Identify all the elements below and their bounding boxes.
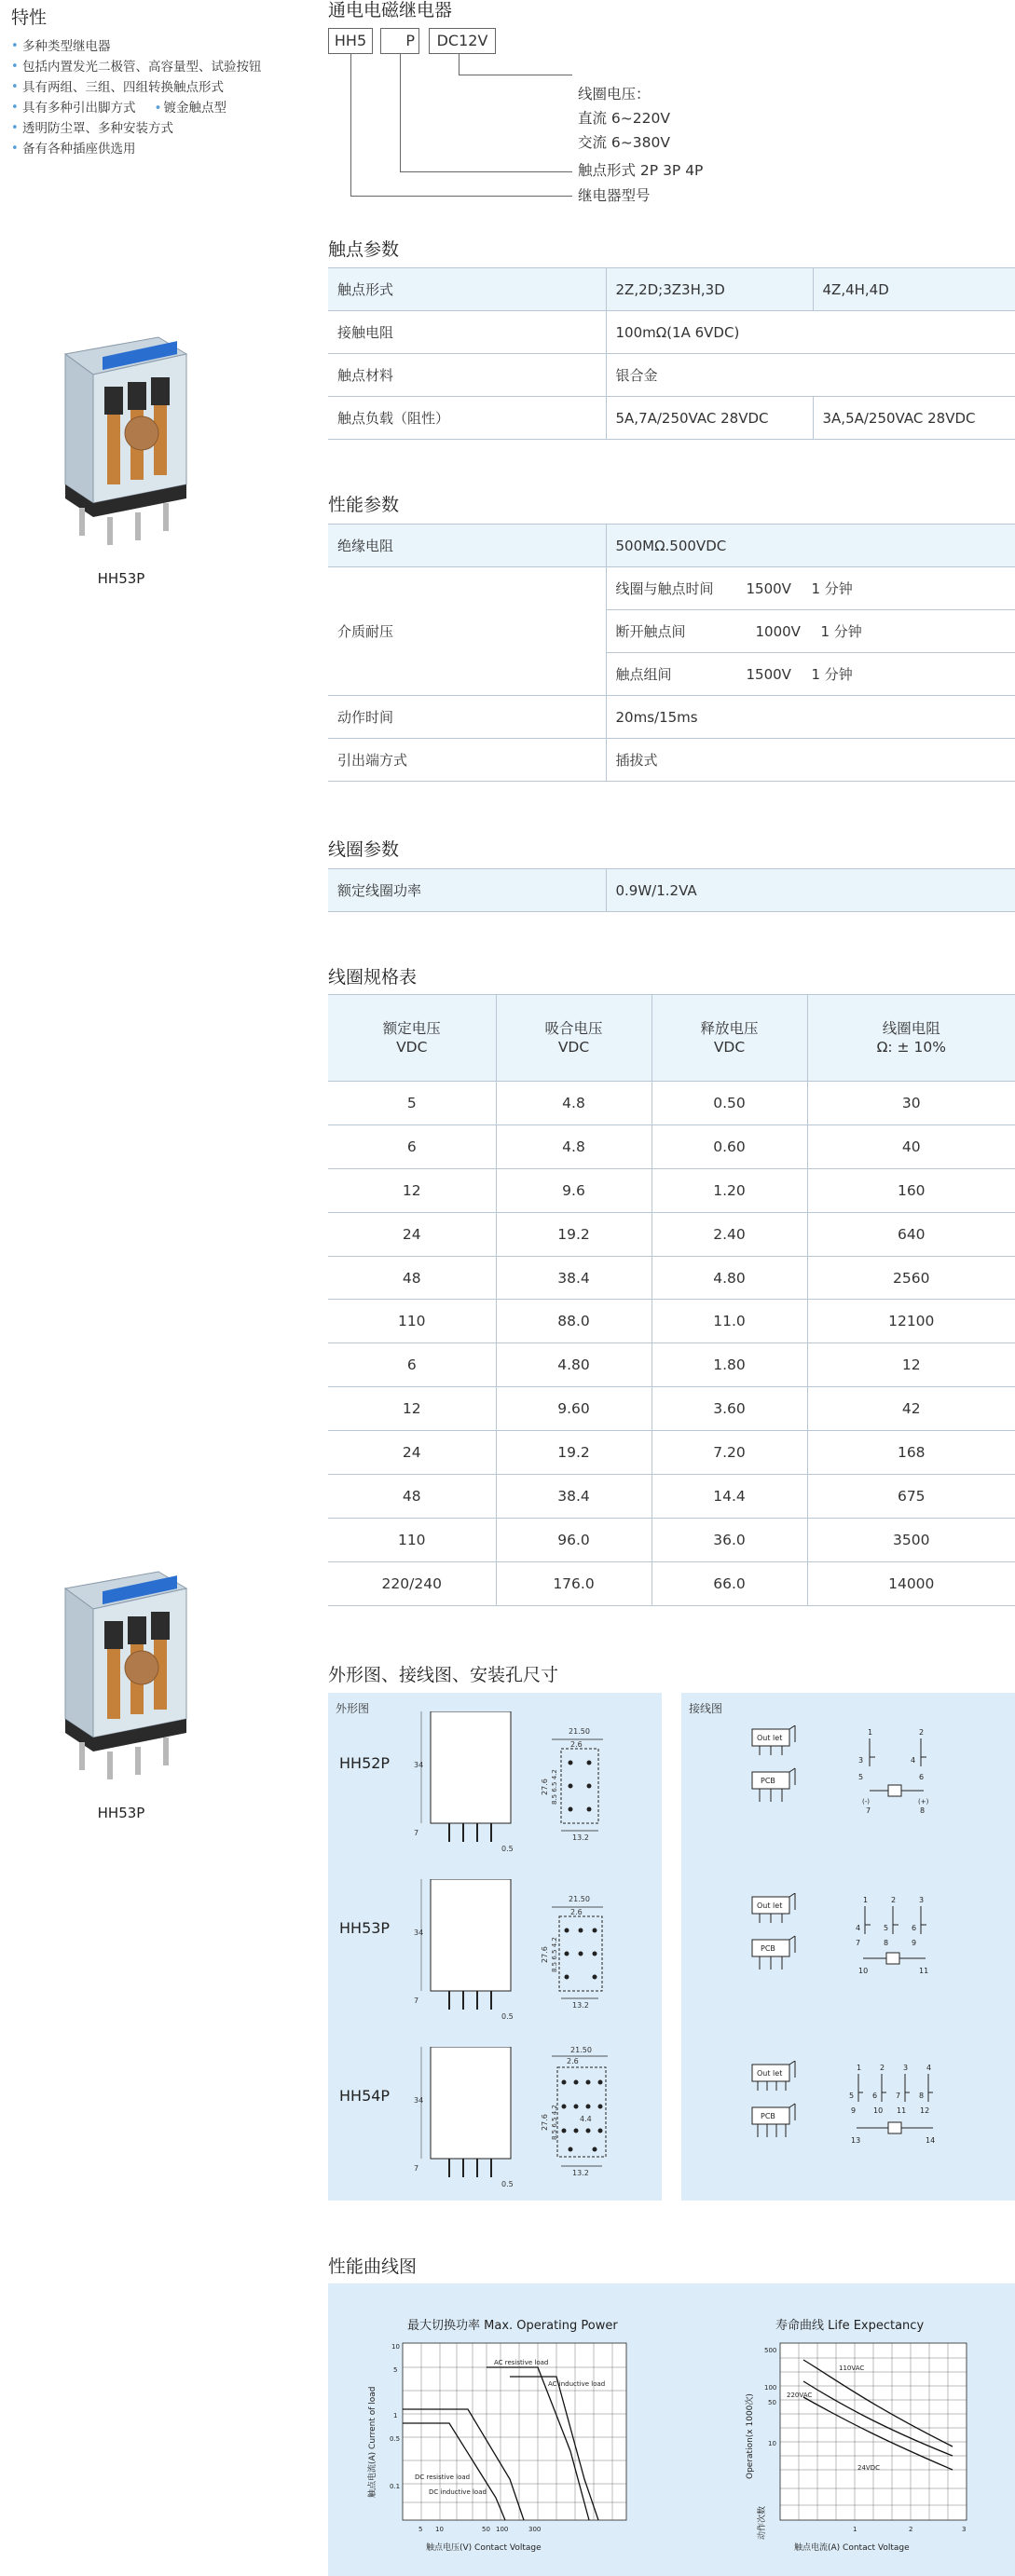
svg-text:12: 12 xyxy=(920,2106,930,2115)
svg-text:13: 13 xyxy=(851,2136,861,2145)
svg-text:3: 3 xyxy=(919,1896,925,1904)
svg-text:9: 9 xyxy=(912,1939,917,1947)
outline-drawing xyxy=(412,2047,654,2201)
model-code-title: 通电电磁继电器 xyxy=(328,0,453,20)
tick-label: 100 xyxy=(764,2384,777,2392)
label-contact-form: 触点形式 2P 3P 4P xyxy=(578,162,704,179)
table-row: 绝缘电阻 500MΩ.500VDC xyxy=(328,525,1015,567)
table-row: 引出端方式 插拔式 xyxy=(328,739,1015,782)
svg-text:21.50: 21.50 xyxy=(570,2047,592,2054)
svg-text:0.5: 0.5 xyxy=(501,2012,514,2021)
tick-label: 10 xyxy=(768,2440,776,2447)
coil-params-table xyxy=(328,868,1015,912)
table-row: 6 4.80 1.80 12 xyxy=(328,1343,1015,1387)
svg-text:1: 1 xyxy=(863,1896,869,1904)
max-power-chart xyxy=(347,2339,664,2572)
svg-text:3: 3 xyxy=(858,1756,864,1765)
svg-text:7: 7 xyxy=(414,1997,419,2005)
relay-image xyxy=(37,1551,205,1793)
model-name: HH52P xyxy=(339,1754,391,1772)
product-figure xyxy=(37,1551,205,1821)
table-row: 48 38.4 14.4 675 xyxy=(328,1475,1015,1519)
wiring-diagram xyxy=(747,1725,998,1837)
svg-text:5: 5 xyxy=(884,1924,889,1932)
tick-label: 300 xyxy=(528,2526,542,2533)
chart-title: 最大切换功率 Max. Operating Power xyxy=(407,2319,618,2333)
svg-text:2.6: 2.6 xyxy=(570,1740,583,1749)
svg-text:8.5 6.5 4.2: 8.5 6.5 4.2 xyxy=(551,1769,558,1805)
svg-text:13.2: 13.2 xyxy=(572,2169,589,2177)
svg-text:Out let: Out let xyxy=(757,2069,783,2078)
svg-text:34: 34 xyxy=(414,2096,424,2105)
contact-params-table xyxy=(328,267,1015,440)
model-box: HH5 xyxy=(328,28,373,54)
label-ac-range: 交流 6~380V xyxy=(578,134,670,151)
coil-spec-title: 线圈规格表 xyxy=(328,967,418,988)
table-row: 48 38.4 4.80 2560 xyxy=(328,1256,1015,1300)
product-figure xyxy=(37,317,205,587)
table-row: 220/240 176.0 66.0 14000 xyxy=(328,1561,1015,1605)
x-axis-label: 触点电流(A) Contact Voltage xyxy=(794,2543,910,2553)
svg-text:8: 8 xyxy=(884,1939,889,1947)
column-header: 额定电压 VDC xyxy=(328,995,496,1082)
svg-text:7: 7 xyxy=(414,2164,419,2173)
svg-text:4: 4 xyxy=(911,1756,916,1765)
y-axis-label: 触点电流(A) Current of load xyxy=(368,2386,377,2498)
relay-image xyxy=(37,317,205,559)
svg-text:Out let: Out let xyxy=(757,1901,783,1910)
svg-text:27.6: 27.6 xyxy=(541,1779,549,1795)
svg-text:5: 5 xyxy=(858,1773,864,1781)
coil-params-title: 线圈参数 xyxy=(328,839,400,860)
curves-title: 性能曲线图 xyxy=(328,2256,418,2277)
svg-text:8: 8 xyxy=(919,2092,925,2100)
tick-label: 50 xyxy=(482,2526,490,2533)
tick-label: 0.5 xyxy=(390,2435,401,2443)
svg-text:8.5 6.5 4.2: 8.5 6.5 4.2 xyxy=(551,1937,558,1972)
svg-text:6: 6 xyxy=(912,1924,917,1932)
svg-text:27.6: 27.6 xyxy=(541,1946,549,1963)
model-box: P xyxy=(380,28,419,54)
table-row: 介质耐压 线圈与触点时间 1500V 1 分钟 xyxy=(328,567,1015,610)
connector-line xyxy=(400,171,572,172)
model-box: DC12V xyxy=(429,28,496,54)
x-axis-label: 触点电压(V) Contact Voltage xyxy=(426,2543,542,2553)
svg-text:8: 8 xyxy=(920,1806,926,1815)
label-dc-range: 直流 6~220V xyxy=(578,110,670,127)
svg-text:PCB: PCB xyxy=(761,1944,775,1953)
table-row: 触点组间 1500V 1 分钟 xyxy=(328,653,1015,696)
svg-text:2: 2 xyxy=(880,2064,885,2072)
svg-text:9: 9 xyxy=(851,2106,857,2115)
svg-text:8.5 6.5 4.2: 8.5 6.5 4.2 xyxy=(551,2105,558,2140)
column-header: 线圈电阻 Ω: ± 10% xyxy=(807,995,1015,1082)
svg-text:4: 4 xyxy=(926,2064,932,2072)
svg-text:14: 14 xyxy=(926,2136,936,2145)
tick-label: 1 xyxy=(853,2526,857,2533)
y-axis-label: Operation(x 1000次) xyxy=(746,2393,755,2479)
svg-text:6: 6 xyxy=(872,2092,878,2100)
table-row: 触点负载（阻性） 5A,7A/250VAC 28VDC 3A,5A/250VAC 28VDC xyxy=(328,397,1015,440)
outline-label: 外形图 xyxy=(336,1702,370,1715)
svg-text:2: 2 xyxy=(919,1728,925,1737)
table-row: 12 9.60 3.60 42 xyxy=(328,1387,1015,1431)
tick-label: 50 xyxy=(768,2399,776,2406)
svg-text:13.2: 13.2 xyxy=(572,1833,589,1842)
features-column xyxy=(11,0,309,159)
series-label: 220VAC xyxy=(787,2392,813,2399)
table-row: 110 88.0 11.0 12100 xyxy=(328,1300,1015,1343)
wiring-diagram xyxy=(747,1893,998,2005)
feature-item: • 具有多种引出脚方式• 镀金触点型 xyxy=(11,98,309,118)
label-coil-voltage: 线圈电压： xyxy=(578,86,651,102)
svg-text:0.5: 0.5 xyxy=(501,1845,514,1853)
svg-text:2.6: 2.6 xyxy=(567,2057,579,2065)
svg-text:10: 10 xyxy=(873,2106,884,2115)
svg-text:PCB: PCB xyxy=(761,2112,775,2120)
feature-item: • 包括内置发光二极管、高容量型、试验按钮 xyxy=(11,57,309,77)
table-row: 110 96.0 36.0 3500 xyxy=(328,1518,1015,1561)
table-row: 额定线圈功率 0.9W/1.2VA xyxy=(328,869,1015,912)
series-label: AC resistive load xyxy=(494,2359,549,2366)
column-header: 吸合电压 VDC xyxy=(496,995,652,1082)
wiring-diagram xyxy=(747,2061,998,2182)
drawings-title: 外形图、接线图、安装孔尺寸 xyxy=(328,1665,559,1685)
curves-panel xyxy=(328,2283,1015,2576)
outline-drawing-panel xyxy=(328,1693,662,2201)
svg-text:1: 1 xyxy=(868,1728,873,1737)
tick-label: 5 xyxy=(393,2366,398,2374)
svg-text:PCB: PCB xyxy=(761,1777,775,1785)
table-row: 6 4.8 0.60 40 xyxy=(328,1124,1015,1168)
svg-text:2.6: 2.6 xyxy=(570,1908,583,1916)
label-relay-model: 继电器型号 xyxy=(578,187,651,204)
table-row: 24 19.2 7.20 168 xyxy=(328,1431,1015,1475)
svg-text:0.5: 0.5 xyxy=(501,2180,514,2188)
tick-label: 5 xyxy=(418,2526,423,2533)
table-row: 动作时间 20ms/15ms xyxy=(328,696,1015,739)
svg-text:4.4: 4.4 xyxy=(580,2115,592,2123)
feature-item: • 多种类型继电器 xyxy=(11,36,309,57)
svg-text:5: 5 xyxy=(849,2092,855,2100)
svg-text:7: 7 xyxy=(866,1806,871,1815)
model-name: HH54P xyxy=(339,2087,391,2105)
model-code-section xyxy=(328,0,1015,204)
table-header-row xyxy=(328,995,1015,1082)
svg-text:6: 6 xyxy=(919,1773,925,1781)
tick-label: 100 xyxy=(496,2526,509,2533)
svg-text:2: 2 xyxy=(891,1896,897,1904)
series-label: DC inductive load xyxy=(429,2488,487,2496)
svg-text:11: 11 xyxy=(919,1967,929,1975)
table-row: 12 9.6 1.20 160 xyxy=(328,1168,1015,1212)
tick-label: 2 xyxy=(909,2526,913,2533)
features-title: 特性 xyxy=(11,7,48,28)
table-row: 断开触点间 1000V 1 分钟 xyxy=(328,610,1015,653)
features-list xyxy=(11,36,309,159)
svg-text:13.2: 13.2 xyxy=(572,2001,589,2010)
life-expectancy-chart xyxy=(682,2339,1008,2572)
svg-text:3: 3 xyxy=(903,2064,909,2072)
svg-text:10: 10 xyxy=(858,1967,869,1975)
coil-spec-table xyxy=(328,994,1015,1606)
table-row: 接触电阻 100mΩ(1A 6VDC) xyxy=(328,311,1015,354)
tick-label: 1 xyxy=(393,2412,398,2419)
svg-text:34: 34 xyxy=(414,1929,424,1937)
series-label: DC resistive load xyxy=(415,2474,471,2481)
perf-params-title: 性能参数 xyxy=(328,495,400,515)
model-code-diagram xyxy=(328,20,1015,204)
series-label: AC inductive load xyxy=(548,2380,606,2388)
svg-text:(-): (-) xyxy=(862,1798,870,1806)
perf-params-table xyxy=(328,524,1015,782)
svg-text:27.6: 27.6 xyxy=(541,2114,549,2131)
connector-line xyxy=(350,54,351,196)
svg-text:21.50: 21.50 xyxy=(569,1727,590,1736)
svg-text:34: 34 xyxy=(414,1761,424,1769)
feature-item-extra: • 镀金触点型 xyxy=(155,101,227,116)
svg-text:11: 11 xyxy=(897,2106,907,2115)
model-name: HH53P xyxy=(339,1919,391,1937)
svg-text:Out let: Out let xyxy=(757,1734,783,1742)
y-axis-label: 动作次数 xyxy=(758,2505,767,2540)
svg-text:7: 7 xyxy=(414,1829,419,1837)
connector-line xyxy=(350,196,572,197)
column-header: 释放电压 VDC xyxy=(652,995,807,1082)
table-row: 触点材料 银合金 xyxy=(328,354,1015,397)
series-label: 110VAC xyxy=(839,2365,865,2372)
svg-text:7: 7 xyxy=(856,1939,861,1947)
table-row: 24 19.2 2.40 640 xyxy=(328,1212,1015,1256)
svg-text:(+): (+) xyxy=(918,1798,929,1806)
table-row: 触点形式 2Z,2D;3Z3H,3D 4Z,4H,4D xyxy=(328,268,1015,311)
tick-label: 10 xyxy=(435,2526,444,2533)
outline-drawing xyxy=(412,1879,654,2038)
contact-params-title: 触点参数 xyxy=(328,239,400,260)
wiring-diagram-panel xyxy=(681,1693,1015,2201)
tick-label: 10 xyxy=(391,2343,400,2351)
tick-label: 3 xyxy=(962,2526,967,2533)
wiring-label: 接线图 xyxy=(689,1702,723,1715)
svg-text:1: 1 xyxy=(857,2064,862,2072)
feature-item: • 备有各种插座供选用 xyxy=(11,139,309,159)
product-caption: HH53P xyxy=(97,1805,145,1821)
feature-item: • 透明防尘罩、多种安装方式 xyxy=(11,118,309,139)
feature-item: • 具有两组、三组、四组转换触点形式 xyxy=(11,77,309,98)
connector-line xyxy=(400,54,401,171)
product-caption: HH53P xyxy=(97,570,145,587)
chart-title: 寿命曲线 Life Expectancy xyxy=(775,2319,925,2333)
svg-text:7: 7 xyxy=(896,2092,901,2100)
series-label: 24VDC xyxy=(857,2464,880,2472)
svg-text:4: 4 xyxy=(856,1924,861,1932)
outline-drawing xyxy=(412,1711,654,1870)
table-row: 5 4.8 0.50 30 xyxy=(328,1082,1015,1125)
tick-label: 0.1 xyxy=(390,2483,401,2490)
tick-label: 500 xyxy=(764,2347,777,2354)
svg-text:21.50: 21.50 xyxy=(569,1895,590,1903)
